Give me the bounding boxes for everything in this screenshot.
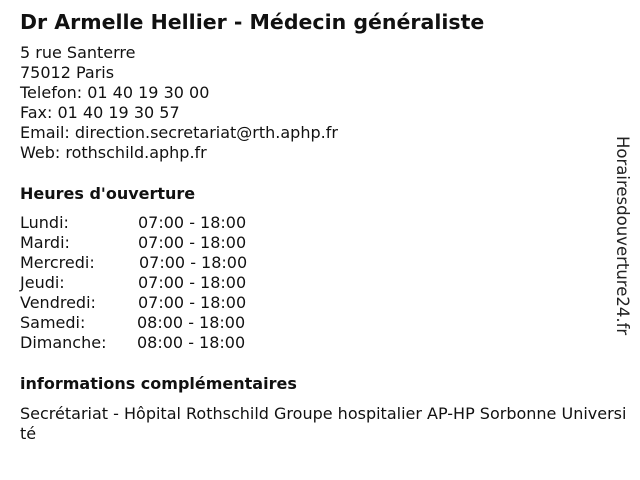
email-line: Email: direction.secretariat@rth.aphp.fr [20,123,338,142]
hours-day: Dimanche: [20,333,107,352]
hours-day: Vendredi: [20,293,96,312]
site-watermark: Horairesdouverture24.fr [613,136,632,336]
hours-time: 08:00 - 18:00 [137,313,246,332]
hours-heading: Heures d'ouverture [20,184,196,203]
page-title: Dr Armelle Hellier - Médecin généraliste [20,10,485,34]
hours-day: Lundi: [20,213,69,232]
hours-time: 07:00 - 18:00 [138,273,247,292]
hours-day: Mardi: [20,233,70,252]
info-heading: informations complémentaires [20,374,297,393]
fax-line: Fax: 01 40 19 30 57 [20,103,180,122]
web-line: Web: rothschild.aphp.fr [20,143,207,162]
hours-time: 07:00 - 18:00 [138,293,247,312]
hours-time: 07:00 - 18:00 [138,213,247,232]
contact-block [20,43,338,163]
hours-time: 07:00 - 18:00 [138,233,247,252]
info-text: Secrétariat - Hôpital Rothschild Groupe hospitalier AP-HP Sorbonne Université [20,404,627,443]
address-city: 75012 Paris [20,63,115,82]
phone-line: Telefon: 01 40 19 30 00 [20,83,210,102]
hours-day: Samedi: [20,313,86,332]
hours-time: 07:00 - 18:00 [139,253,248,272]
hours-day: Jeudi: [20,273,65,292]
hours-time: 08:00 - 18:00 [137,333,246,352]
hours-day: Mercredi: [20,253,95,272]
address-street: 5 rue Santerre [20,43,136,62]
